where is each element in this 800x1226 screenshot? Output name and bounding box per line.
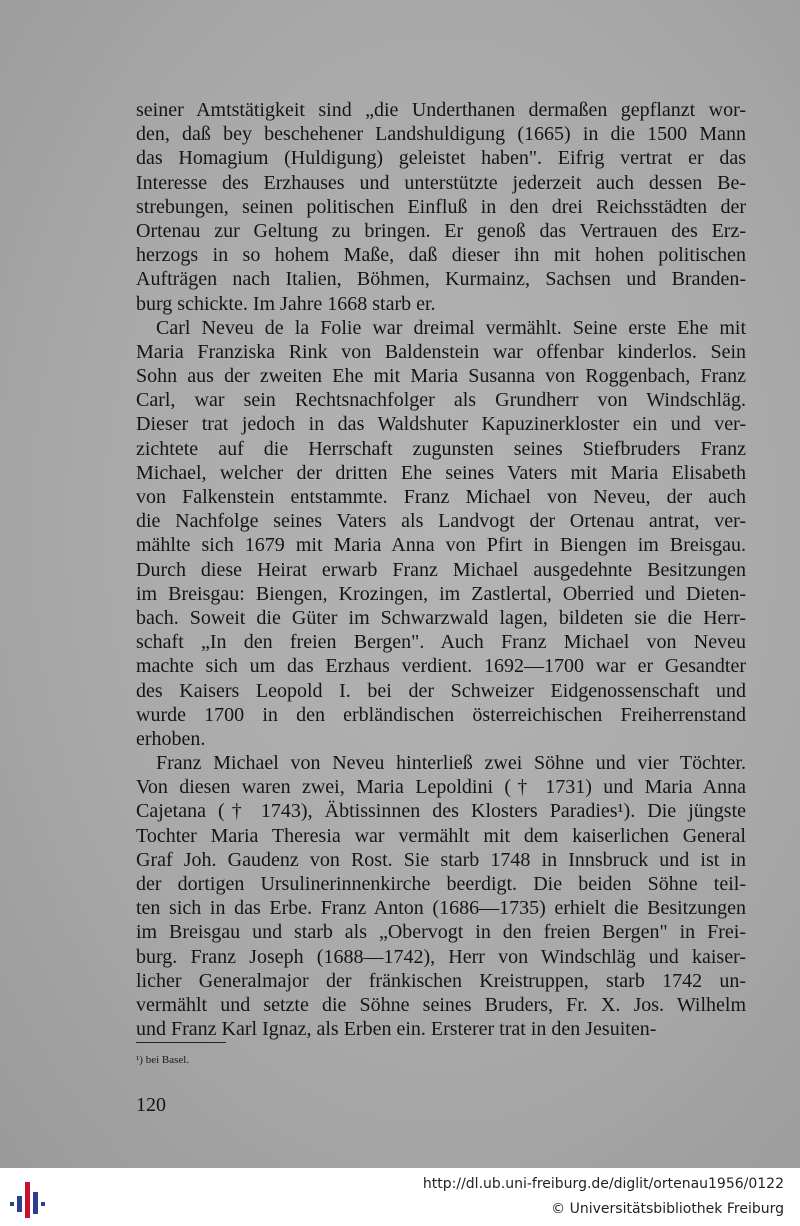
text-line: Franz Michael von Neveu hinterließ zwei Söhne und vier Töchter. [156,752,746,775]
text-line: mählte sich 1679 mit Maria Anna von Pfirt in Biengen im Breisgau. [136,534,746,557]
text-line: Durch diese Heirat erwarb Franz Michael ausgedehnte Besitzungen [136,558,746,581]
text-line: Michael, welcher der dritten Ehe seines Vaters mit Maria Elisabeth [136,461,746,484]
text-line: wurde 1700 in den erbländischen österreichischen Freiherrenstand [136,703,746,726]
text-line: machte sich um das Erzhaus verdient. 1692—1700 war er Gesandter [136,655,746,678]
text-line: Cajetana († 1743), Äbtissinnen des Klosters Paradies¹). Die jüngste [136,800,746,823]
text-line: Von diesen waren zwei, Maria Lepoldini († 1731) und Maria Anna [136,776,746,799]
paragraph [136,316,746,751]
text-line: der dortigen Ursulinerinnenkirche beerdigt. Die beiden Söhne teil- [136,873,746,895]
text-line: vermählt und setzte die Söhne seines Bruders, Fr. X. Jos. Wilhelm [136,993,746,1016]
text-line: herzogs in so hohem Maße, daß dieser ihn mit hohen politischen [136,244,746,267]
text-line: Maria Franziska Rink von Baldenstein war offenbar kinderlos. Sein [136,340,746,363]
text-line: zichtete auf die Herrschaft zugunsten seines Stiefbruders Franz [136,437,746,460]
footnote: ¹) bei Basel. [136,1054,190,1066]
text-line: Interesse des Erzhauses und unterstützte jederzeit auch dessen Be- [136,171,746,194]
paragraph [136,751,746,1041]
copyright-text: © Universitätsbibliothek Freiburg [551,1201,784,1217]
text-line: licher Generalmajor der fränkischen Kreistruppen, starb 1742 un- [136,969,746,992]
text-line: die Nachfolge seines Vaters als Landvogt der Ortenau antrat, ver- [136,510,746,533]
text-line: Graf Joh. Gaudenz von Rost. Sie starb 1748 in Innsbruck und ist in [136,848,746,871]
text-line: burg. Franz Joseph (1688—1742), Herr von Windschläg und kaiser- [136,945,746,968]
text-line: von Falkenstein entstammte. Franz Michael von Neveu, der auch [136,486,746,508]
text-line: Aufträgen nach Italien, Böhmen, Kurmainz, Sachsen und Branden- [136,268,746,291]
text-line: Dieser trat jedoch in das Waldshuter Kapuzinerkloster ein und ver- [136,413,746,436]
text-line: Carl, war sein Rechtsnachfolger als Grundherr von Windschläg. [136,389,746,412]
text-line: und Franz Karl Ignaz, als Erben ein. Ersterer trat in den Jesuiten- [136,1018,657,1041]
text-line: schaft „In den freien Bergen". Auch Franz Michael von Neveu [136,631,746,654]
text-line: Sohn aus der zweiten Ehe mit Maria Susanna von Roggenbach, Franz [136,365,746,388]
text-line: des Kaisers Leopold I. bei der Schweizer Eidgenossenschaft und [136,679,746,702]
text-line: das Homagium (Huldigung) geleistet haben". Eifrig vertrat er das [136,147,746,170]
body-text [136,98,746,1041]
ub-freiburg-logo-icon [8,1178,50,1220]
text-line: den, daß bey beschehener Landshuldigung (1665) in die 1500 Mann [136,123,746,146]
viewer-footer [0,1168,800,1226]
text-line: Tochter Maria Theresia war vermählt mit dem kaiserlichen General [136,824,746,847]
text-line: im Breisgau: Biengen, Krozingen, im Zastlertal, Oberried und Dieten- [136,582,746,605]
footnote-divider [136,1042,226,1043]
document-url[interactable]: http://dl.ub.uni-freiburg.de/diglit/ortenau1956/0122 [422,1176,784,1192]
text-line: ten sich in das Erbe. Franz Anton (1686—1735) erhielt die Besitzungen [136,897,746,920]
text-line: Ortenau zur Geltung zu bringen. Er genoß das Vertrauen des Erz- [136,219,746,242]
text-line: erhoben. [136,727,206,750]
text-line: strebungen, seinen politischen Einfluß in den drei Reichsstädten der [136,195,746,218]
page-number: 120 [136,1094,166,1116]
text-line: seiner Amtstätigkeit sind „die Underthanen dermaßen gepflanzt wor- [136,99,746,121]
paragraph [136,98,746,316]
text-line: burg schickte. Im Jahre 1668 starb er. [136,292,436,315]
text-line: Carl Neveu de la Folie war dreimal vermählt. Seine erste Ehe mit [156,316,746,339]
text-line: im Breisgau und starb als „Obervogt in den freien Bergen" in Frei- [136,921,746,944]
text-line: bach. Soweit die Güter im Schwarzwald lagen, bildeten sie die Herr- [136,606,746,629]
